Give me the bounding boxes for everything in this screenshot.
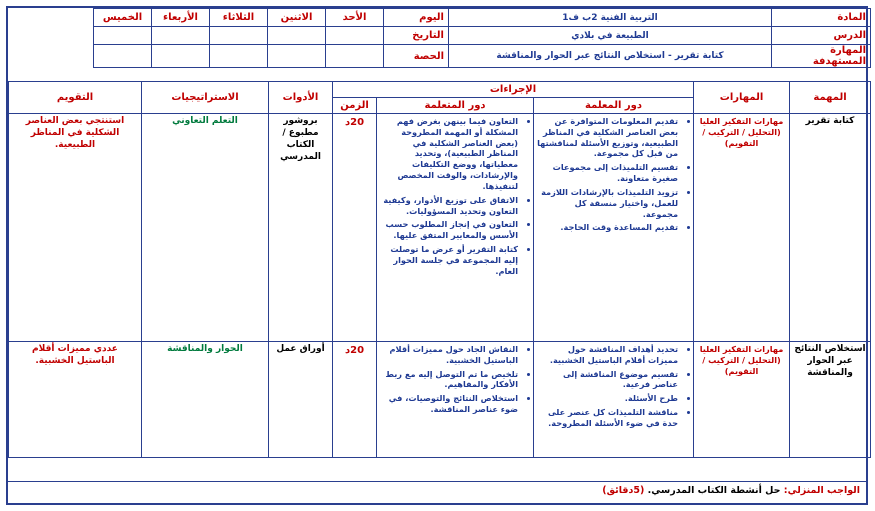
list-item: • التعاون فيما بينهن بغرض فهم المشكلة أو المهمة المطروحة (بعض العناصر الشكلية في المناظر الطبيعية)، وتحديد معطياتها، ووضع التكليفات والإرشادات، والوقت المخصص لتنفيذها. — [380, 116, 518, 192]
list-item: • تحديد أهداف المناقشة حول مميزات أقلام الباستيل الخشبية. — [537, 344, 678, 366]
skill-label: المهارة المستهدفة — [772, 45, 871, 68]
period-cell — [326, 45, 384, 68]
row2-skills: مهارات التفكير العليا (التحليل / التركيب / التقويم) — [694, 342, 790, 458]
header-student-role: دور المتعلمة — [377, 98, 534, 114]
row1-teacher-role — [534, 114, 694, 342]
list-item: • تقسيم موضوع المناقشة إلى عناصر فرعية. — [537, 369, 678, 391]
date-cell — [268, 27, 326, 45]
row1-time: 20د — [333, 114, 377, 342]
list-item: • التعاون في إنجاز المطلوب حسب الأسس والمعايير المتفق عليها. — [380, 219, 518, 241]
list-item: • الاتفاق على توزيع الأدوار، وكيفية التعاون وتحديد المسؤوليات. — [380, 195, 518, 217]
date-cell — [210, 27, 268, 45]
row1-evaluation: استنتجي بعض العناصر الشكلية في المناظر الطبيعية. — [9, 114, 142, 342]
lesson-label: الدرس — [772, 27, 871, 45]
row1-task: كتابة تقرير — [790, 114, 871, 342]
skill-value: كتابة تقرير - استخلاص النتائج عبر الحوار والمناقشة — [449, 45, 772, 68]
homework-label: الواجب المنزلي: — [783, 485, 860, 496]
date-label: التاريخ — [384, 27, 449, 45]
header-skills: المهارات — [694, 82, 790, 114]
row2-student-role — [377, 342, 534, 458]
header-teacher-role: دور المعلمة — [534, 98, 694, 114]
period-cell — [210, 45, 268, 68]
row2-time: 20د — [333, 342, 377, 458]
row2-tools: أوراق عمل — [269, 342, 333, 458]
row2-task: استخلاص النتائج عبر الحوار والمناقشة — [790, 342, 871, 458]
list-item: • النقاش الجاد حول مميزات أقلام الباستيل الخشبية. — [380, 344, 518, 366]
list-item: • استخلاص النتائج والتوصيات، في ضوء عناصر المناقشة. — [380, 393, 518, 415]
lesson-value: الطبيعة في بلادي — [449, 27, 772, 45]
row1-student-role — [377, 114, 534, 342]
day-label: اليوم — [384, 9, 449, 27]
date-cell — [326, 27, 384, 45]
day-wednesday: الأربعاء — [152, 9, 210, 27]
date-cell — [152, 27, 210, 45]
date-cell — [94, 27, 152, 45]
period-cell — [152, 45, 210, 68]
day-tuesday: الثلاثاء — [210, 9, 268, 27]
list-item: • تقسيم التلميذات إلى مجموعات صغيرة متعاونة. — [537, 162, 678, 184]
list-item: • تقديم المعلومات المتوافرة عن بعض العناصر الشكلية في المناظر الطبيعية، وتوزيع الأسئلة لمناقشتها من قبل كل مجموعة. — [537, 116, 678, 159]
list-item: • طرح الأسئلة. — [537, 393, 678, 404]
header-tools: الأدوات — [269, 82, 333, 114]
header-evaluation: التقويم — [9, 82, 142, 114]
homework-text: حل أنشطة الكتاب المدرسي. — [647, 485, 781, 496]
lesson-plan-page — [6, 6, 868, 505]
homework-duration: (5دقائق) — [602, 485, 645, 496]
header-task: المهمة — [790, 82, 871, 114]
period-cell — [268, 45, 326, 68]
period-label: الحصة — [384, 45, 449, 68]
header-table — [8, 8, 871, 68]
row1-tools: بروشور مطبوع / الكتاب المدرسي — [269, 114, 333, 342]
day-sunday: الأحد — [326, 9, 384, 27]
row1-strategy: التعلم التعاوني — [142, 114, 269, 342]
day-thursday: الخميس — [94, 9, 152, 27]
subject-label: المادة — [772, 9, 871, 27]
period-cell — [94, 45, 152, 68]
list-item: • كتابة التقرير أو عرض ما توصلت إليه المجموعة في جلسة الحوار العام. — [380, 244, 518, 276]
subject-value: التربية الفنية 2ب ف1 — [449, 9, 772, 27]
row2-strategy: الحوار والمناقشة — [142, 342, 269, 458]
procedures-table — [8, 81, 871, 458]
list-item: • مناقشة التلميذات كل عنصر على حدة في ضوء الأسئلة المطروحة. — [537, 407, 678, 429]
header-strategies: الاستراتيجيات — [142, 82, 269, 114]
header-time: الزمن — [333, 98, 377, 114]
row2-evaluation: عددي مميزات أقلام الباستيل الخشبية. — [9, 342, 142, 458]
list-item: • تزويد التلميذات بالإرشادات اللازمة للعمل، واختيار منسقة كل مجموعة. — [537, 187, 678, 219]
list-item: • تلخيص ما تم التوصل إليه مع ربط الأفكار والمفاهيم. — [380, 369, 518, 391]
row1-skills: مهارات التفكير العليا (التحليل / التركيب / التقويم) — [694, 114, 790, 342]
list-item: • تقديم المساعدة وقت الحاجة. — [537, 222, 678, 233]
day-monday: الاثنين — [268, 9, 326, 27]
homework-footer — [8, 481, 866, 503]
header-procedures: الإجراءات — [333, 82, 694, 98]
row2-teacher-role — [534, 342, 694, 458]
